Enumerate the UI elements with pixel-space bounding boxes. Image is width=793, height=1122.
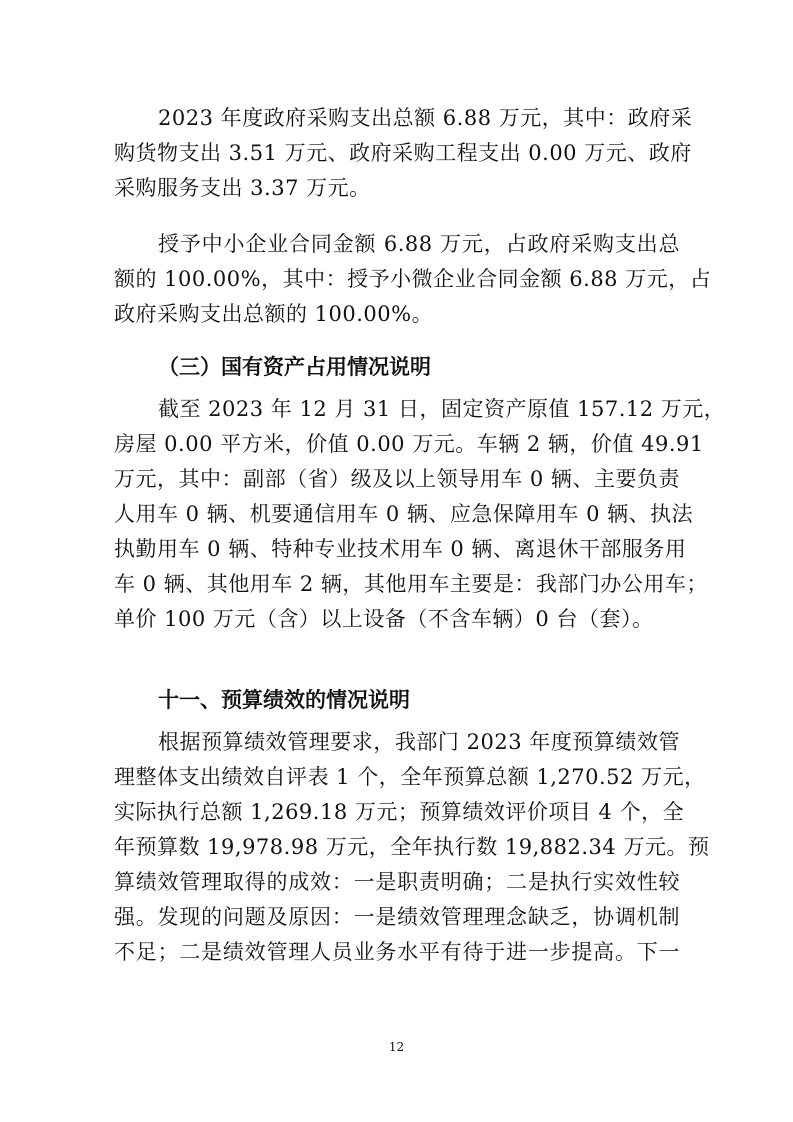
text-line: 理整体支出绩效自评表 1 个，全年预算总额 1,270.52 万元， (114, 765, 706, 789)
text-line: 根据预算绩效管理要求，我部门 2023 年度预算绩效管 (158, 730, 680, 754)
text-line: 算绩效管理取得的成效：一是职责明确；二是执行实效性较 (114, 870, 680, 894)
paragraph-budget-performance (114, 725, 710, 970)
paragraph-sme-contracts (114, 227, 712, 332)
section-heading-state-assets: （三）国有资产占用情况说明 (158, 355, 431, 379)
text-line: 年预算数 19,978.98 万元，全年执行数 19,882.34 万元。预 (114, 835, 710, 859)
text-line: 政府采购支出总额的 100.00%。 (114, 302, 434, 326)
text-line: 万元，其中：副部（省）级及以上领导用车 0 辆、主要负责 (114, 467, 680, 491)
text-line: 授予中小企业合同金额 6.88 万元，占政府采购支出总 (158, 232, 680, 256)
text-line: 购货物支出 3.51 万元、政府采购工程支出 0.00 万元、政府 (114, 141, 692, 165)
text-line: 房屋 0.00 平方米，价值 0.00 万元。车辆 2 辆，价值 49.91 (114, 432, 704, 456)
text-line: 单价 100 万元（含）以上设备（不含车辆）0 台（套）。 (114, 607, 654, 631)
page-number: 12 (388, 1040, 405, 1054)
section-heading-budget-performance: 十一、预算绩效的情况说明 (158, 688, 410, 712)
text-line: 采购服务支出 3.37 万元。 (114, 176, 371, 200)
text-line: 实际执行总额 1,269.18 万元；预算绩效评价项目 4 个，全 (114, 800, 685, 824)
text-line: 人用车 0 辆、机要通信用车 0 辆、应急保障用车 0 辆、执法 (114, 502, 694, 526)
text-line: 车 0 辆、其他用车 2 辆，其他用车主要是：我部门办公用车； (114, 572, 708, 596)
paragraph-procurement-total (114, 101, 693, 206)
text-line: 额的 100.00%，其中：授予小微企业合同金额 6.88 万元，占 (114, 267, 712, 291)
text-line: 强。发现的问题及原因：一是绩效管理理念缺乏，协调机制 (114, 905, 680, 929)
paragraph-state-assets (114, 392, 726, 637)
text-line: 2023 年度政府采购支出总额 6.88 万元，其中：政府采 (158, 106, 693, 130)
text-line: 执勤用车 0 辆、特种专业技术用车 0 辆、离退休干部服务用 (114, 537, 687, 561)
text-line: 不足；二是绩效管理人员业务水平有待于进一步提高。下一 (114, 940, 680, 964)
text-line: 截至 2023 年 12 月 31 日，固定资产原值 157.12 万元， (158, 397, 726, 421)
